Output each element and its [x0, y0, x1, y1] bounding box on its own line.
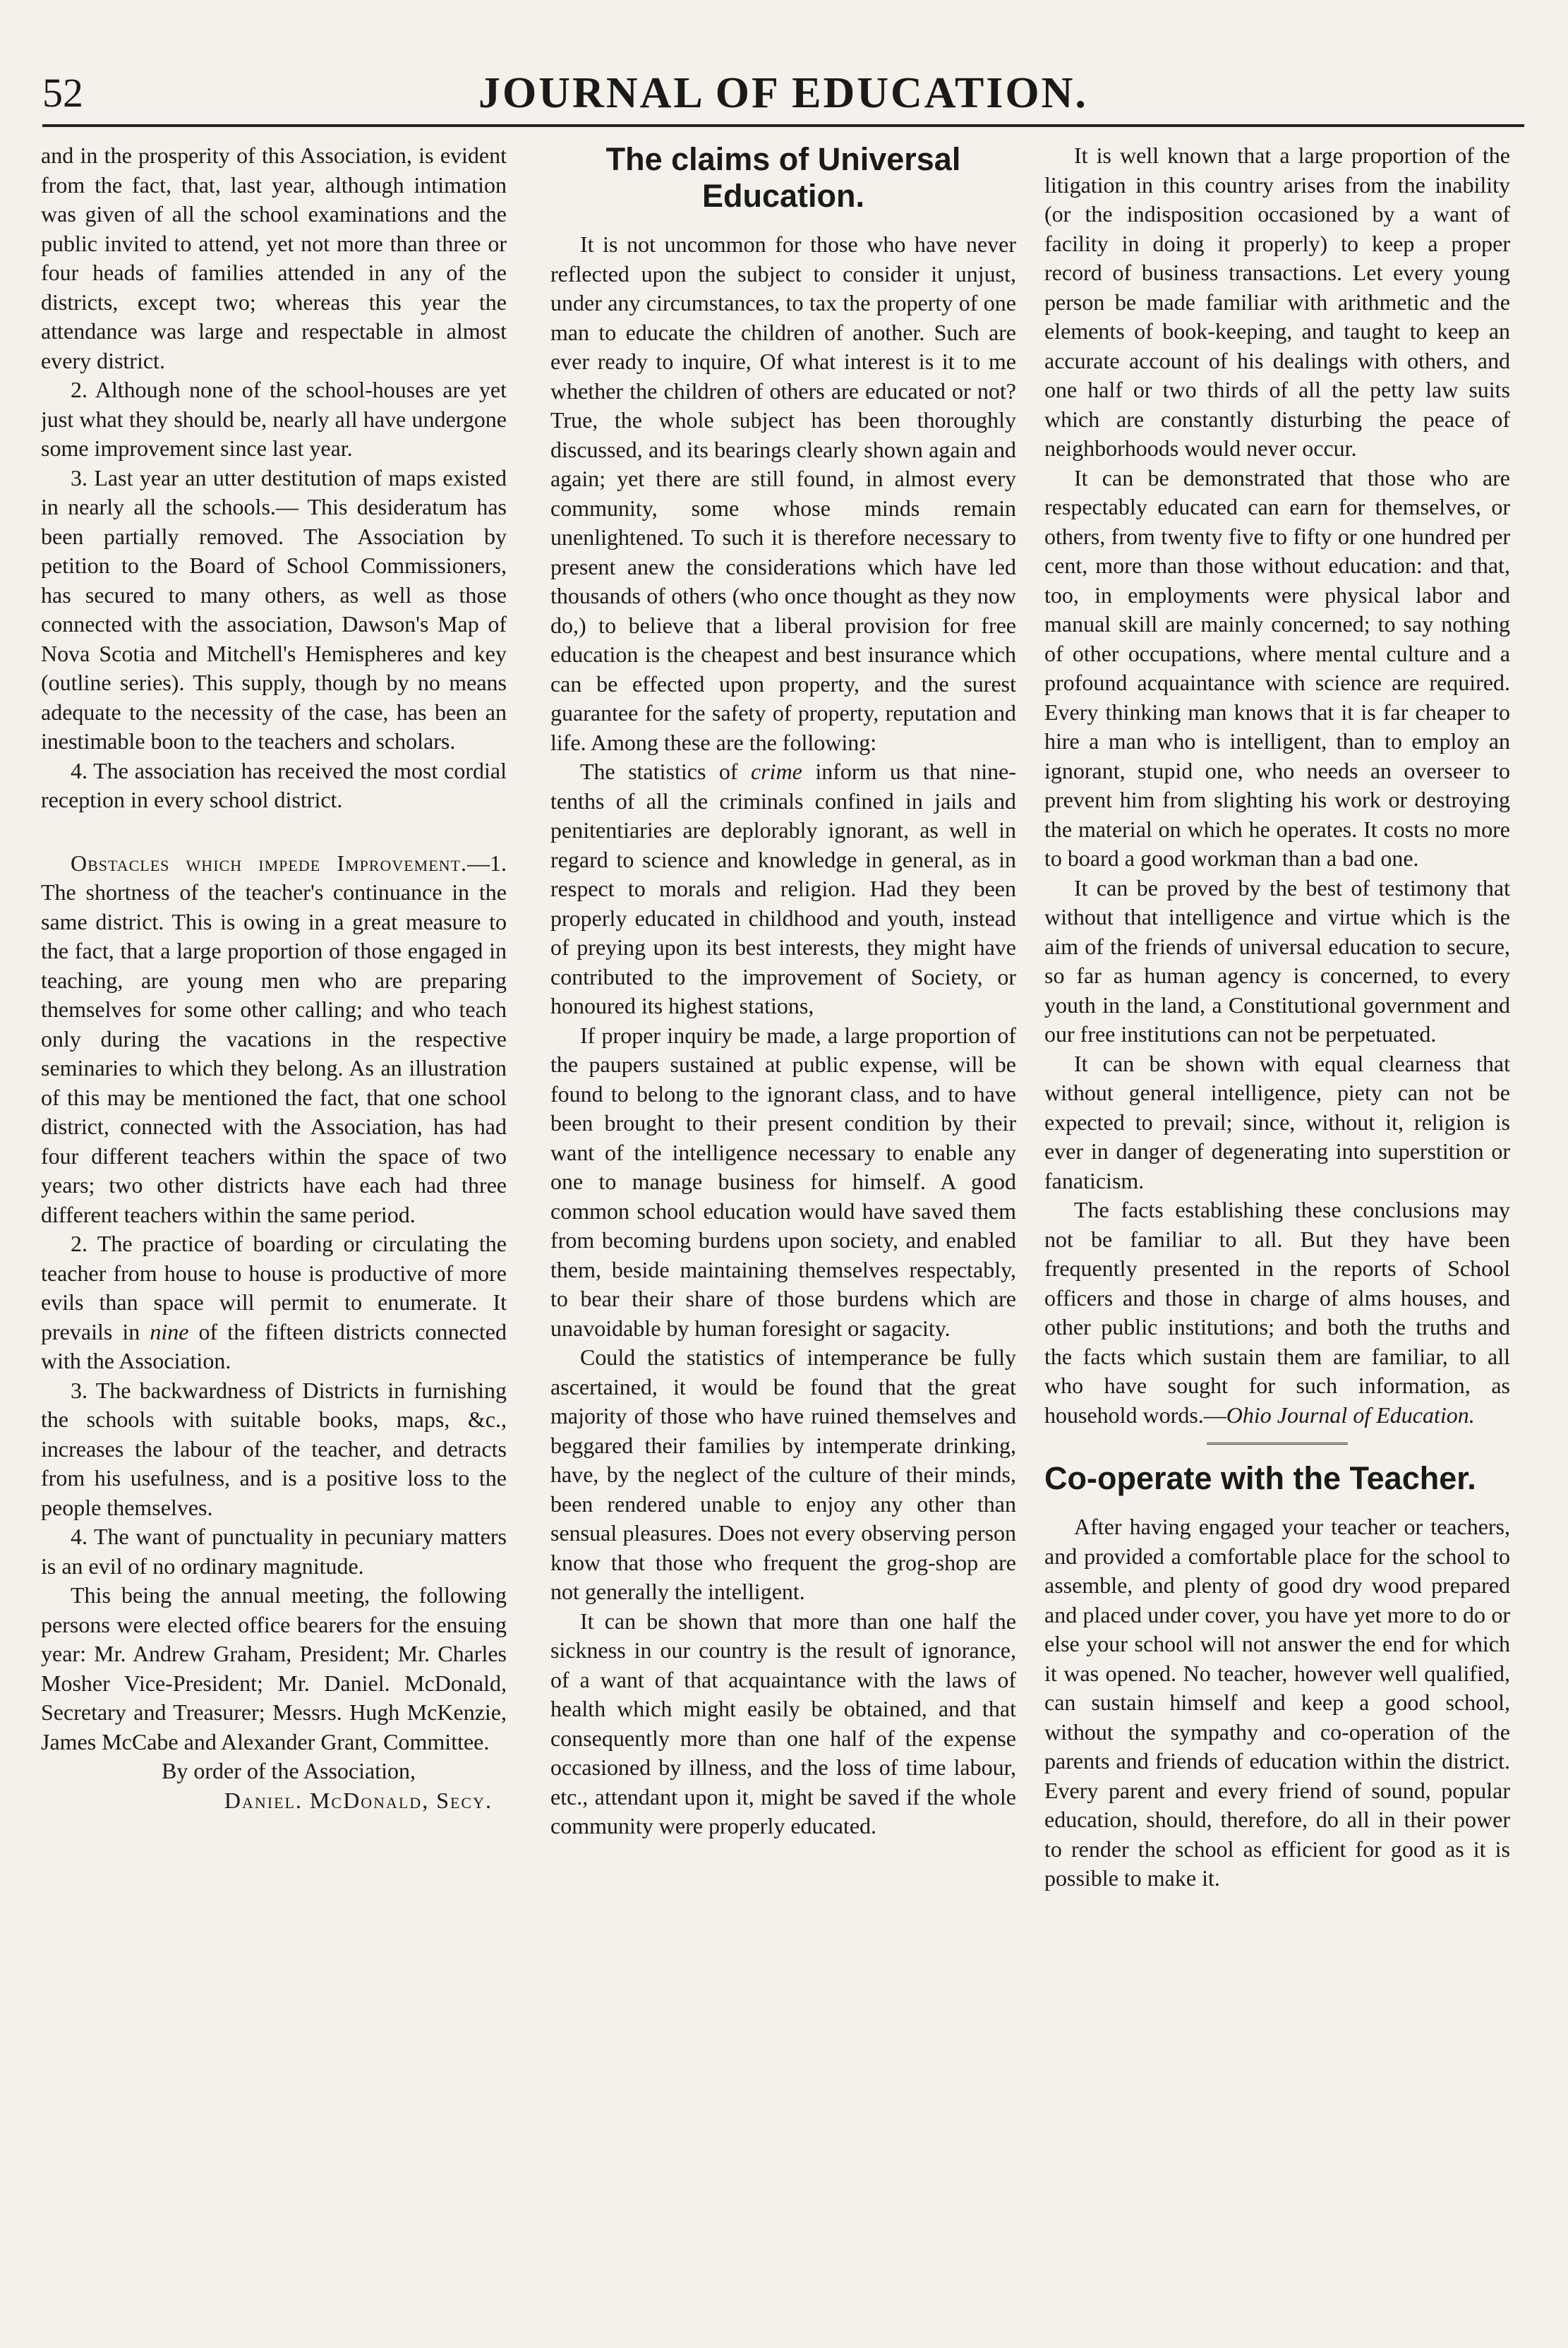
paragraph: 2. Although none of the school-houses are yet just what they should be, nearly all have undergone some improvement since last year.: [41, 377, 507, 461]
column-1: [41, 141, 507, 2322]
signature: [41, 1786, 507, 1816]
paragraph: 4. The association has received the most cordial reception in every school district.: [41, 757, 507, 812]
spacer: [41, 815, 507, 849]
source-citation: Ohio Journal of Education.: [1226, 1402, 1475, 1428]
paragraph-text: of the fifteen districts connected with the Association.: [41, 1318, 507, 1373]
paragraph: It can be demonstrated that those who are respectably educated can earn for themselves, or others, from twenty five to fifty or one hundred per cent, more than those without education: and that, too, in employments were physical labor and manual skill are mainly concerned; to say nothing of other occupations, where mental culture and a profound acquaintance with science are required. Every thinking man knows that it is far cheaper to hire a man who is intelligent, than to employ an ignorant, stupid one, who needs an overseer to prevent him from slighting his work or destroying the material on which he operates. It costs no more to board a good workman than a bad one.: [1044, 464, 1510, 871]
emphasis: nine: [150, 1318, 189, 1344]
header-rule: [42, 124, 1524, 127]
paragraph: It can be proved by the best of testimony that without that intelligence and virtue which is the aim of the friends of universal education to secure, so far as human agency is concerned, to every youth in the land, a Constitutional government and our free institutions can not be perpetuated.: [1044, 874, 1510, 1047]
paragraph: and in the prosperity of this Association, is evident from the fact, that, last year, although intimation was given of all the school examinations and the public invited to attend, yet not more than three or four heads of families attended in any of the districts, except two; whereas this year the attendance was large and respectable in almost every district.: [41, 143, 507, 373]
column-3: [1044, 141, 1510, 2322]
page-header: [42, 65, 1524, 121]
paragraph: It can be shown that more than one half the sickness in our country is the result of ignorance, of a want of that acquaintance with the laws of health which might easily be obtained, and that consequently more than one half of the expense occasioned by illness, and the loss of time labour, etc., attendant upon it, might be saved if the whole community were properly educated.: [550, 1608, 1016, 1838]
journal-title: JOURNAL OF EDUCATION.: [478, 69, 1088, 117]
signature-text: Daniel. McDonald, Secy.: [224, 1787, 493, 1813]
paragraph: [1044, 1196, 1510, 1430]
paragraph: This being the annual meeting, the following persons were elected office bearers for the ensuing year: Mr. Andrew Graham, President; Mr. Charles Mosher Vice-President; Mr. Daniel. McDonald, Secretary and Treasurer; Messrs. Hugh McKenzie, James McCabe and Alexander Grant, Committee.: [41, 1582, 507, 1754]
paragraph: 3. Last year an utter destitution of maps existed in nearly all the schools.— This desideratum has been partially removed. The Association by petition to the Board of School Commissioners, has secured to many others, as well as those connected with the association, Dawson's Map of Nova Scotia and Mitchell's Hemispheres and key (outline series). This supply, though by no means adequate to the necessity of the case, has been an inestimable boon to the teachers and scholars.: [41, 464, 507, 754]
paragraph-text: inform us that nine-tenths of all the criminals confined in jails and penitentiaries are deplorably ignorant, as well in regard to science and knowledge in general, as in respect to morals and religion. Had they been properly educated in childhood and youth, instead of preying upon its best interests, they might have contributed to the improvement of Society, or honoured its highest stations,: [550, 759, 1016, 1018]
article-title: Co-operate with the Teacher.: [1044, 1460, 1476, 1496]
paragraph: It can be shown with equal clearness that without general intelligence, piety can not be expected to prevail; since, without it, religion is ever in danger of degenerating into superstition or fanaticism.: [1044, 1050, 1510, 1193]
emphasis: crime: [751, 759, 802, 784]
paragraph: 3. The backwardness of Districts in furnishing the schools with suitable books, maps, &c., increases the labour of the teacher, and detracts from his usefulness, and is a positive loss to the people themselves.: [41, 1377, 507, 1520]
paragraph: It is well known that a large proportion of the litigation in this country arises from the inability (or the indisposition occasioned by a want of facility in doing it properly) to keep a proper record of business transactions. Let every young person be made familiar with arithmetic and the elements of book-keeping, and taught to keep an accurate account of his dealings with others, and one half or two thirds of all the petty law suits which are constantly disturbing the peace of neighborhoods would never occur.: [1044, 143, 1510, 461]
column-2: [550, 141, 1016, 2322]
paragraph-text: 2. The practice of boarding or circulating the teacher from house to house is productive of more evils than space will permit to enumerate. It prevails in: [41, 1231, 507, 1344]
paragraph: After having engaged your teacher or teachers, and provided a comfortable place for the school to assemble, and plenty of good dry wood prepared and placed under cover, you have yet more to do or else your school will not answer the end for which it was opened. No teacher, however well qualified, can sustain himself and keep a good school, without the sympathy and co-operation of the parents and friends of education within the district. Every parent and every friend of sound, popular education, should, therefore, do all in their power to render the school as efficient for good as it is possible to make it.: [1044, 1514, 1510, 1891]
paragraph: [550, 757, 1016, 1021]
paragraph: [41, 849, 507, 1230]
paragraph: [41, 1229, 507, 1376]
divider: [1207, 1443, 1348, 1447]
paragraph: It is not uncommon for those who have never reflected upon the subject to consider it unjust, under any circumstances, to tax the property of one man to educate the children of another. Such are ever ready to inquire, Of what interest is it to me whether the children of others are educated or not? True, the whole subject has been thoroughly discussed, and its bearings clearly shown again and again; yet there are still found, in almost every community, some whose minds remain unenlightened. To such it is therefore necessary to present anew the considerations which have led thousands of others (who once thought as they now do,) to believe that a liberal provision for free education is the cheapest and best insurance which can be effected upon property, and the surest guarantee for the safety of property, reputation and life. Among these are the following:: [550, 231, 1016, 755]
paragraph: 4. The want of punctuality in pecuniary matters is an evil of no ordinary magnitude.: [41, 1524, 507, 1579]
article-title: The claims of Universal Education.: [605, 141, 961, 214]
paragraph: Could the statistics of intemperance be fully ascertained, it would be found that the great majority of those who have ruined themselves and beggared their families by intemperate drinking, have, by the neglect of the culture of their minds, been rendered unable to enjoy any other than sensual pleasures. Does not every observing person know that those who frequent the grog-shop are not generally the intelligent.: [550, 1344, 1016, 1604]
obstacles-heading: Obstacles which impede Improvement.: [71, 850, 467, 876]
paragraph: If proper inquiry be made, a large proportion of the paupers sustained at public expense, will be found to belong to the ignorant class, and to have been brought to their present condition by their want of the intelligence necessary to enable any one to manage business for himself. A good common school education would have saved them from becoming burdens upon society, and enabled them, beside maintaining themselves respectably, to bear their share of those burdens which are unavoidable by human foresight or sagacity.: [550, 1022, 1016, 1341]
signoff: By order of the Association,: [162, 1758, 416, 1783]
paragraph-text: The facts establishing these conclusions may not be familiar to all. But they have been frequently presented in the reports of School officers and those in charge of alms houses, and other public institutions; and both the truths and the facts which sustain them are familiar, to all who have sought for such information, as household words.—: [1044, 1197, 1510, 1428]
paragraph-text: —1. The shortness of the teacher's continuance in the same district. This is owing in a great measure to the fact, that a large proportion of those engaged in teaching, are young men who are preparing themselves for some other calling; and who teach only during the vacations in the respective seminaries to which they belong. As an illustration of this may be mentioned the fact, that one school district, connected with the Association, has had four different teachers within the space of two years; two other districts have each had three different teachers within the same period.: [41, 850, 507, 1227]
paragraph-text: The statistics of: [580, 759, 752, 784]
page-number: 52: [42, 70, 83, 116]
